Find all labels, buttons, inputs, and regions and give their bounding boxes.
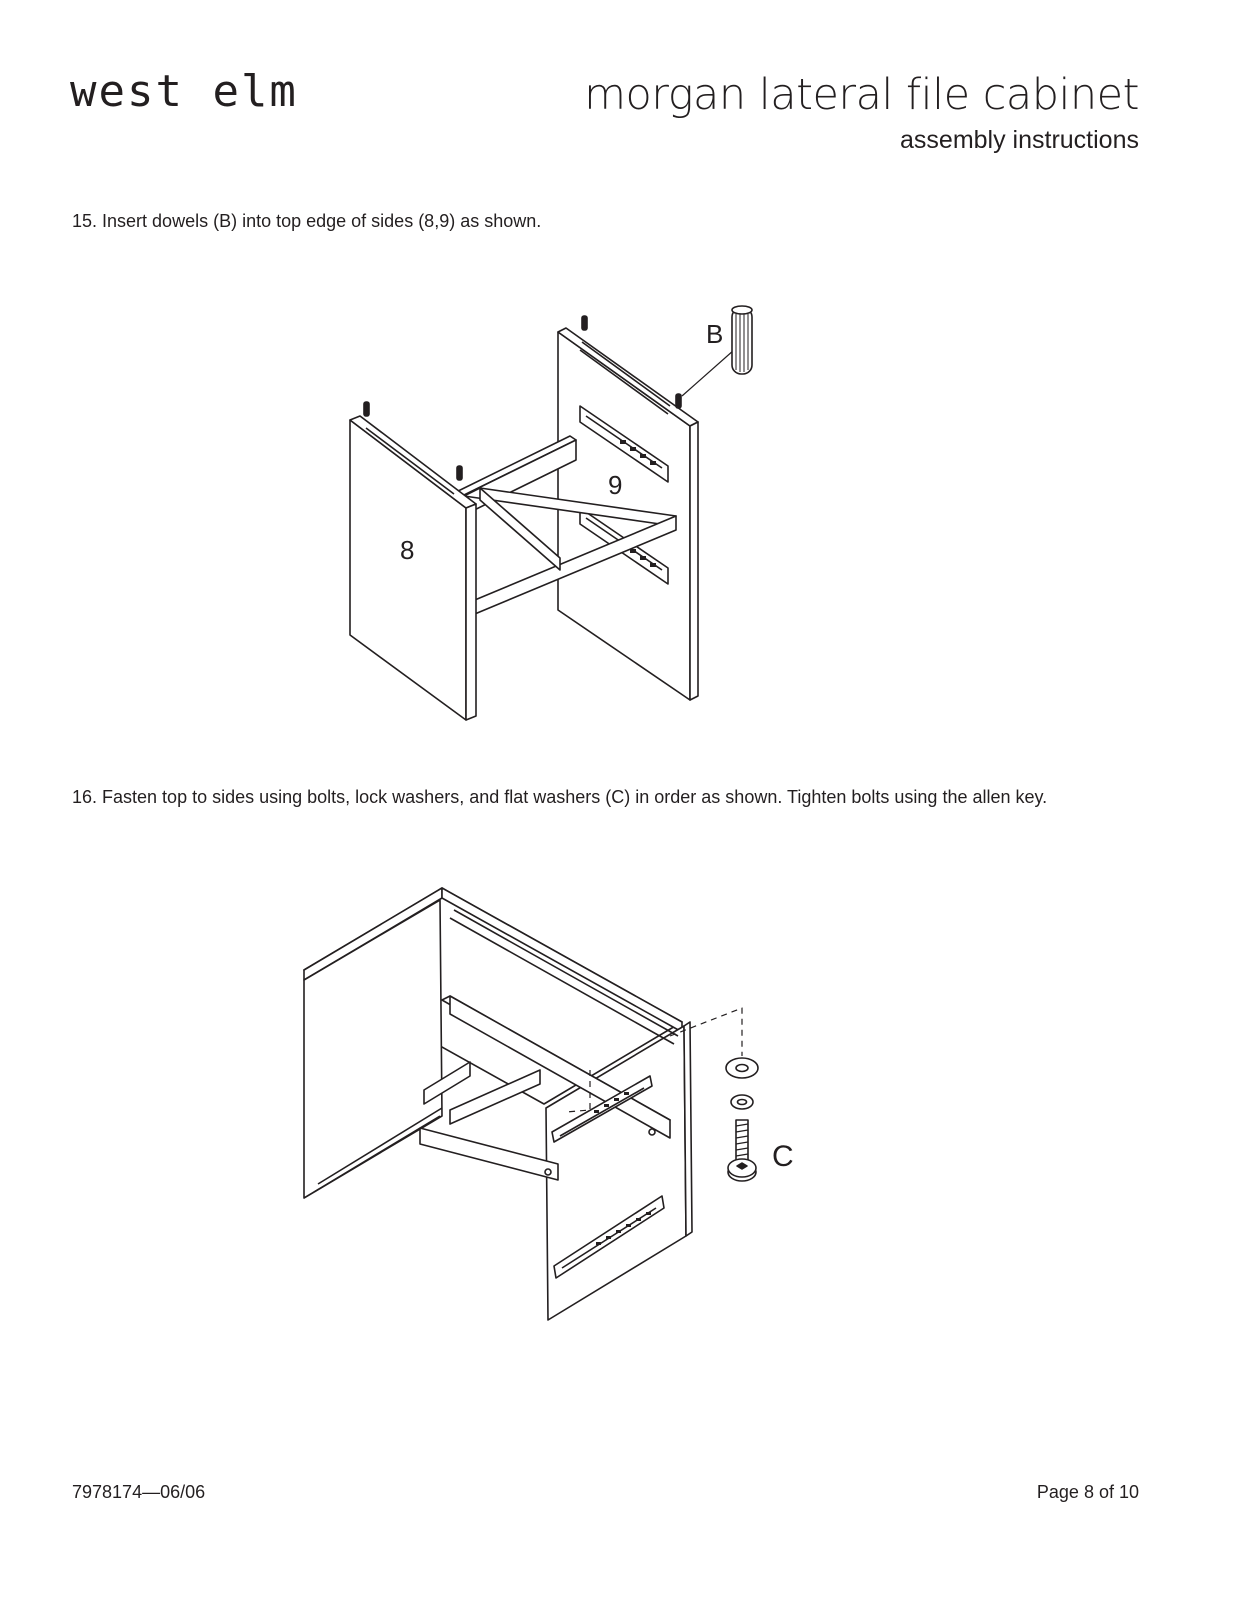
dowel-b: [676, 394, 681, 408]
step-15-instruction: 15. Insert dowels (B) into top edge of sides (8,9) as shown.: [72, 211, 542, 231]
step-16-diagram: [290, 880, 810, 1330]
page-number: Page 8 of 10: [1036, 1482, 1139, 1502]
label-8: 8: [400, 535, 415, 565]
side-panel-left: [304, 900, 442, 1198]
label-c: C: [772, 1140, 794, 1173]
label-b: B: [706, 319, 724, 349]
label-9: 9: [608, 470, 623, 500]
step-16-instruction: 16. Fasten top to sides using bolts, lock washers, and flat washers (C) in order as shown. Tighten bolts using the allen key.: [72, 787, 1048, 807]
dowel-b: [457, 466, 462, 480]
page-title: morgan lateral file cabinet: [584, 70, 1139, 120]
document-code: 7978174—06/06: [72, 1482, 206, 1502]
dowel-b-enlarged: [732, 308, 752, 374]
step-15-diagram: [330, 290, 790, 730]
page-subtitle: assembly instructions: [900, 126, 1139, 154]
brand-logo: west elm: [70, 66, 298, 117]
dowel-b: [582, 316, 587, 330]
bolt: [728, 1120, 756, 1181]
dowel-b: [364, 402, 369, 416]
